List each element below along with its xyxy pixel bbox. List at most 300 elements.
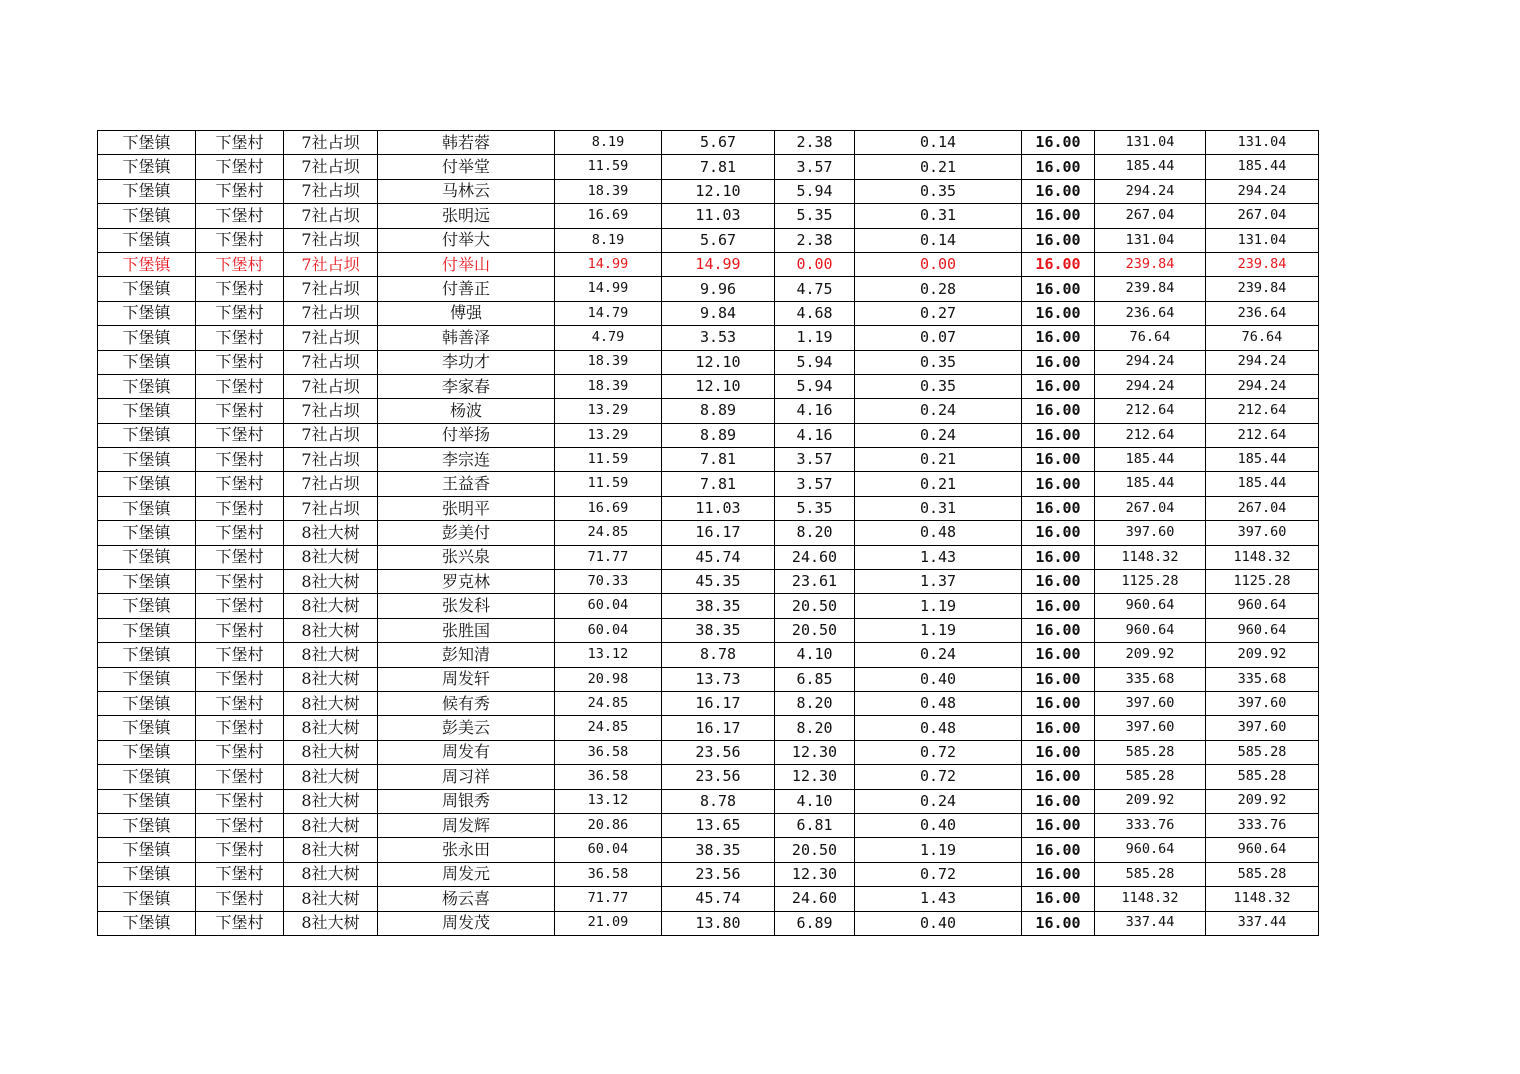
amount-cell: 131.04: [1095, 131, 1206, 155]
amount-cell: 185.44: [1095, 448, 1206, 472]
value-cell: 0.48: [855, 691, 1022, 715]
value-cell: 8.89: [662, 423, 775, 447]
amount-cell: 585.28: [1095, 862, 1206, 886]
table-row: [98, 594, 1319, 618]
rate-cell: 16.00: [1022, 545, 1095, 569]
value-cell: 38.35: [662, 618, 775, 642]
value-cell: 24.60: [775, 545, 855, 569]
group-cell: 8社大树: [284, 862, 378, 886]
rate-cell: 16.00: [1022, 204, 1095, 228]
household-data-table: [97, 130, 1319, 936]
village-cell: 下堡村: [196, 204, 284, 228]
value-cell: 16.69: [555, 204, 662, 228]
value-cell: 45.74: [662, 545, 775, 569]
amount-cell: 209.92: [1206, 789, 1319, 813]
value-cell: 7.81: [662, 448, 775, 472]
value-cell: 0.72: [855, 765, 1022, 789]
value-cell: 4.68: [775, 301, 855, 325]
amount-cell: 294.24: [1206, 179, 1319, 203]
village-cell: 下堡村: [196, 570, 284, 594]
amount-cell: 212.64: [1095, 423, 1206, 447]
village-cell: 下堡村: [196, 155, 284, 179]
group-cell: 8社大树: [284, 838, 378, 862]
value-cell: 12.10: [662, 179, 775, 203]
table-row: [98, 131, 1319, 155]
table-row: [98, 374, 1319, 398]
town-cell: 下堡镇: [98, 740, 196, 764]
value-cell: 12.30: [775, 740, 855, 764]
value-cell: 8.20: [775, 691, 855, 715]
name-cell: 彭美云: [378, 716, 555, 740]
table-row: [98, 765, 1319, 789]
name-cell: 张发科: [378, 594, 555, 618]
value-cell: 13.29: [555, 423, 662, 447]
amount-cell: 236.64: [1206, 301, 1319, 325]
town-cell: 下堡镇: [98, 131, 196, 155]
group-cell: 7社占坝: [284, 131, 378, 155]
value-cell: 5.94: [775, 350, 855, 374]
value-cell: 23.61: [775, 570, 855, 594]
village-cell: 下堡村: [196, 740, 284, 764]
amount-cell: 585.28: [1095, 765, 1206, 789]
amount-cell: 960.64: [1206, 838, 1319, 862]
town-cell: 下堡镇: [98, 667, 196, 691]
table-row: [98, 423, 1319, 447]
village-cell: 下堡村: [196, 667, 284, 691]
rate-cell: 16.00: [1022, 691, 1095, 715]
town-cell: 下堡镇: [98, 765, 196, 789]
name-cell: 彭知清: [378, 643, 555, 667]
value-cell: 18.39: [555, 179, 662, 203]
name-cell: 马林云: [378, 179, 555, 203]
group-cell: 7社占坝: [284, 204, 378, 228]
town-cell: 下堡镇: [98, 911, 196, 935]
value-cell: 71.77: [555, 545, 662, 569]
village-cell: 下堡村: [196, 887, 284, 911]
town-cell: 下堡镇: [98, 423, 196, 447]
name-cell: 付举堂: [378, 155, 555, 179]
value-cell: 8.20: [775, 716, 855, 740]
name-cell: 付善正: [378, 277, 555, 301]
town-cell: 下堡镇: [98, 277, 196, 301]
value-cell: 7.81: [662, 155, 775, 179]
group-cell: 7社占坝: [284, 155, 378, 179]
value-cell: 16.17: [662, 521, 775, 545]
amount-cell: 185.44: [1206, 155, 1319, 179]
town-cell: 下堡镇: [98, 862, 196, 886]
value-cell: 0.24: [855, 643, 1022, 667]
amount-cell: 294.24: [1206, 374, 1319, 398]
amount-cell: 1125.28: [1206, 570, 1319, 594]
value-cell: 0.21: [855, 472, 1022, 496]
town-cell: 下堡镇: [98, 326, 196, 350]
table-row: [98, 643, 1319, 667]
village-cell: 下堡村: [196, 813, 284, 837]
name-cell: 傅强: [378, 301, 555, 325]
value-cell: 24.60: [775, 887, 855, 911]
value-cell: 13.80: [662, 911, 775, 935]
village-cell: 下堡村: [196, 350, 284, 374]
name-cell: 李家春: [378, 374, 555, 398]
group-cell: 8社大树: [284, 643, 378, 667]
name-cell: 李宗连: [378, 448, 555, 472]
name-cell: 张兴泉: [378, 545, 555, 569]
rate-cell: 16.00: [1022, 716, 1095, 740]
group-cell: 8社大树: [284, 765, 378, 789]
town-cell: 下堡镇: [98, 691, 196, 715]
value-cell: 21.09: [555, 911, 662, 935]
amount-cell: 397.60: [1206, 521, 1319, 545]
value-cell: 20.98: [555, 667, 662, 691]
value-cell: 18.39: [555, 350, 662, 374]
name-cell: 张明平: [378, 496, 555, 520]
group-cell: 8社大树: [284, 887, 378, 911]
name-cell: 罗克林: [378, 570, 555, 594]
group-cell: 8社大树: [284, 618, 378, 642]
village-cell: 下堡村: [196, 228, 284, 252]
village-cell: 下堡村: [196, 301, 284, 325]
amount-cell: 333.76: [1206, 813, 1319, 837]
village-cell: 下堡村: [196, 496, 284, 520]
rate-cell: 16.00: [1022, 667, 1095, 691]
amount-cell: 397.60: [1206, 716, 1319, 740]
rate-cell: 16.00: [1022, 496, 1095, 520]
value-cell: 8.19: [555, 228, 662, 252]
value-cell: 3.57: [775, 472, 855, 496]
amount-cell: 294.24: [1095, 350, 1206, 374]
value-cell: 38.35: [662, 594, 775, 618]
town-cell: 下堡镇: [98, 228, 196, 252]
group-cell: 8社大树: [284, 594, 378, 618]
group-cell: 7社占坝: [284, 252, 378, 276]
value-cell: 3.57: [775, 448, 855, 472]
table-row: [98, 301, 1319, 325]
amount-cell: 212.64: [1206, 423, 1319, 447]
amount-cell: 960.64: [1095, 838, 1206, 862]
name-cell: 周习祥: [378, 765, 555, 789]
town-cell: 下堡镇: [98, 887, 196, 911]
amount-cell: 185.44: [1206, 472, 1319, 496]
value-cell: 14.79: [555, 301, 662, 325]
table-row: [98, 691, 1319, 715]
value-cell: 5.35: [775, 204, 855, 228]
rate-cell: 16.00: [1022, 423, 1095, 447]
value-cell: 0.00: [775, 252, 855, 276]
amount-cell: 212.64: [1206, 399, 1319, 423]
value-cell: 0.28: [855, 277, 1022, 301]
value-cell: 13.12: [555, 643, 662, 667]
value-cell: 60.04: [555, 838, 662, 862]
village-cell: 下堡村: [196, 399, 284, 423]
value-cell: 6.89: [775, 911, 855, 935]
village-cell: 下堡村: [196, 545, 284, 569]
group-cell: 7社占坝: [284, 301, 378, 325]
value-cell: 0.27: [855, 301, 1022, 325]
group-cell: 8社大树: [284, 691, 378, 715]
village-cell: 下堡村: [196, 423, 284, 447]
value-cell: 3.57: [775, 155, 855, 179]
value-cell: 0.72: [855, 740, 1022, 764]
amount-cell: 239.84: [1206, 277, 1319, 301]
table-row: [98, 399, 1319, 423]
rate-cell: 16.00: [1022, 350, 1095, 374]
amount-cell: 294.24: [1206, 350, 1319, 374]
value-cell: 2.38: [775, 131, 855, 155]
group-cell: 7社占坝: [284, 399, 378, 423]
value-cell: 3.53: [662, 326, 775, 350]
table-row: [98, 228, 1319, 252]
amount-cell: 209.92: [1206, 643, 1319, 667]
value-cell: 9.84: [662, 301, 775, 325]
rate-cell: 16.00: [1022, 838, 1095, 862]
table-row: [98, 326, 1319, 350]
name-cell: 付举大: [378, 228, 555, 252]
value-cell: 8.20: [775, 521, 855, 545]
rate-cell: 16.00: [1022, 179, 1095, 203]
amount-cell: 294.24: [1095, 374, 1206, 398]
rate-cell: 16.00: [1022, 326, 1095, 350]
value-cell: 5.67: [662, 228, 775, 252]
group-cell: 8社大树: [284, 716, 378, 740]
value-cell: 23.56: [662, 862, 775, 886]
name-cell: 王益香: [378, 472, 555, 496]
value-cell: 9.96: [662, 277, 775, 301]
value-cell: 1.43: [855, 545, 1022, 569]
amount-cell: 960.64: [1095, 594, 1206, 618]
value-cell: 11.03: [662, 204, 775, 228]
group-cell: 7社占坝: [284, 228, 378, 252]
name-cell: 周发辉: [378, 813, 555, 837]
value-cell: 60.04: [555, 618, 662, 642]
value-cell: 0.72: [855, 862, 1022, 886]
town-cell: 下堡镇: [98, 496, 196, 520]
village-cell: 下堡村: [196, 691, 284, 715]
name-cell: 周银秀: [378, 789, 555, 813]
amount-cell: 209.92: [1095, 643, 1206, 667]
name-cell: 彭美付: [378, 521, 555, 545]
value-cell: 11.59: [555, 448, 662, 472]
table-row: [98, 862, 1319, 886]
amount-cell: 185.44: [1206, 448, 1319, 472]
table-row: [98, 887, 1319, 911]
village-cell: 下堡村: [196, 716, 284, 740]
value-cell: 13.73: [662, 667, 775, 691]
name-cell: 张永田: [378, 838, 555, 862]
table-row: [98, 155, 1319, 179]
amount-cell: 585.28: [1206, 862, 1319, 886]
rate-cell: 16.00: [1022, 155, 1095, 179]
town-cell: 下堡镇: [98, 472, 196, 496]
group-cell: 7社占坝: [284, 472, 378, 496]
amount-cell: 397.60: [1206, 691, 1319, 715]
town-cell: 下堡镇: [98, 716, 196, 740]
amount-cell: 337.44: [1095, 911, 1206, 935]
group-cell: 8社大树: [284, 521, 378, 545]
town-cell: 下堡镇: [98, 399, 196, 423]
name-cell: 张胜国: [378, 618, 555, 642]
table-row: [98, 252, 1319, 276]
amount-cell: 267.04: [1095, 496, 1206, 520]
table-body: [98, 131, 1319, 936]
value-cell: 12.10: [662, 350, 775, 374]
value-cell: 20.86: [555, 813, 662, 837]
value-cell: 6.81: [775, 813, 855, 837]
amount-cell: 337.44: [1206, 911, 1319, 935]
town-cell: 下堡镇: [98, 252, 196, 276]
table-row: [98, 570, 1319, 594]
value-cell: 0.40: [855, 667, 1022, 691]
group-cell: 8社大树: [284, 667, 378, 691]
amount-cell: 209.92: [1095, 789, 1206, 813]
rate-cell: 16.00: [1022, 570, 1095, 594]
value-cell: 4.10: [775, 643, 855, 667]
value-cell: 11.59: [555, 155, 662, 179]
village-cell: 下堡村: [196, 252, 284, 276]
village-cell: 下堡村: [196, 911, 284, 935]
value-cell: 4.75: [775, 277, 855, 301]
value-cell: 0.40: [855, 813, 1022, 837]
town-cell: 下堡镇: [98, 570, 196, 594]
value-cell: 0.00: [855, 252, 1022, 276]
amount-cell: 185.44: [1095, 155, 1206, 179]
village-cell: 下堡村: [196, 643, 284, 667]
value-cell: 16.17: [662, 716, 775, 740]
value-cell: 12.30: [775, 765, 855, 789]
value-cell: 13.29: [555, 399, 662, 423]
amount-cell: 397.60: [1095, 716, 1206, 740]
value-cell: 60.04: [555, 594, 662, 618]
town-cell: 下堡镇: [98, 813, 196, 837]
rate-cell: 16.00: [1022, 618, 1095, 642]
rate-cell: 16.00: [1022, 277, 1095, 301]
value-cell: 45.35: [662, 570, 775, 594]
table-row: [98, 179, 1319, 203]
value-cell: 13.65: [662, 813, 775, 837]
amount-cell: 585.28: [1206, 740, 1319, 764]
value-cell: 16.69: [555, 496, 662, 520]
group-cell: 8社大树: [284, 789, 378, 813]
village-cell: 下堡村: [196, 765, 284, 789]
town-cell: 下堡镇: [98, 448, 196, 472]
value-cell: 38.35: [662, 838, 775, 862]
value-cell: 18.39: [555, 374, 662, 398]
value-cell: 0.31: [855, 496, 1022, 520]
value-cell: 5.94: [775, 179, 855, 203]
town-cell: 下堡镇: [98, 545, 196, 569]
value-cell: 71.77: [555, 887, 662, 911]
amount-cell: 960.64: [1206, 594, 1319, 618]
value-cell: 4.79: [555, 326, 662, 350]
amount-cell: 1125.28: [1095, 570, 1206, 594]
name-cell: 杨波: [378, 399, 555, 423]
amount-cell: 76.64: [1095, 326, 1206, 350]
amount-cell: 335.68: [1206, 667, 1319, 691]
amount-cell: 131.04: [1095, 228, 1206, 252]
rate-cell: 16.00: [1022, 740, 1095, 764]
value-cell: 6.85: [775, 667, 855, 691]
group-cell: 7社占坝: [284, 374, 378, 398]
rate-cell: 16.00: [1022, 301, 1095, 325]
table-row: [98, 204, 1319, 228]
value-cell: 7.81: [662, 472, 775, 496]
table-row: [98, 813, 1319, 837]
town-cell: 下堡镇: [98, 155, 196, 179]
village-cell: 下堡村: [196, 838, 284, 862]
amount-cell: 585.28: [1206, 765, 1319, 789]
group-cell: 7社占坝: [284, 179, 378, 203]
value-cell: 14.99: [662, 252, 775, 276]
value-cell: 36.58: [555, 740, 662, 764]
value-cell: 12.30: [775, 862, 855, 886]
name-cell: 周发轩: [378, 667, 555, 691]
group-cell: 7社占坝: [284, 326, 378, 350]
amount-cell: 239.84: [1095, 277, 1206, 301]
town-cell: 下堡镇: [98, 618, 196, 642]
amount-cell: 960.64: [1206, 618, 1319, 642]
village-cell: 下堡村: [196, 131, 284, 155]
village-cell: 下堡村: [196, 472, 284, 496]
name-cell: 韩若蓉: [378, 131, 555, 155]
value-cell: 24.85: [555, 691, 662, 715]
table-row: [98, 521, 1319, 545]
table-row: [98, 448, 1319, 472]
table-row: [98, 277, 1319, 301]
rate-cell: 16.00: [1022, 252, 1095, 276]
table-row: [98, 740, 1319, 764]
amount-cell: 236.64: [1095, 301, 1206, 325]
group-cell: 8社大树: [284, 740, 378, 764]
value-cell: 0.35: [855, 350, 1022, 374]
rate-cell: 16.00: [1022, 594, 1095, 618]
village-cell: 下堡村: [196, 326, 284, 350]
rate-cell: 16.00: [1022, 862, 1095, 886]
village-cell: 下堡村: [196, 594, 284, 618]
value-cell: 0.07: [855, 326, 1022, 350]
value-cell: 0.48: [855, 716, 1022, 740]
value-cell: 23.56: [662, 765, 775, 789]
value-cell: 0.14: [855, 228, 1022, 252]
value-cell: 4.16: [775, 399, 855, 423]
amount-cell: 239.84: [1206, 252, 1319, 276]
value-cell: 1.19: [855, 838, 1022, 862]
amount-cell: 267.04: [1206, 204, 1319, 228]
rate-cell: 16.00: [1022, 228, 1095, 252]
name-cell: 张明远: [378, 204, 555, 228]
town-cell: 下堡镇: [98, 204, 196, 228]
value-cell: 4.16: [775, 423, 855, 447]
value-cell: 0.21: [855, 448, 1022, 472]
spreadsheet-page: [97, 130, 1319, 936]
group-cell: 7社占坝: [284, 448, 378, 472]
value-cell: 0.35: [855, 179, 1022, 203]
value-cell: 20.50: [775, 594, 855, 618]
value-cell: 0.14: [855, 131, 1022, 155]
group-cell: 8社大树: [284, 570, 378, 594]
value-cell: 0.24: [855, 789, 1022, 813]
town-cell: 下堡镇: [98, 374, 196, 398]
value-cell: 24.85: [555, 521, 662, 545]
table-row: [98, 496, 1319, 520]
value-cell: 14.99: [555, 252, 662, 276]
town-cell: 下堡镇: [98, 301, 196, 325]
name-cell: 李功才: [378, 350, 555, 374]
table-row: [98, 618, 1319, 642]
value-cell: 5.35: [775, 496, 855, 520]
value-cell: 45.74: [662, 887, 775, 911]
amount-cell: 397.60: [1095, 691, 1206, 715]
village-cell: 下堡村: [196, 789, 284, 813]
rate-cell: 16.00: [1022, 911, 1095, 935]
